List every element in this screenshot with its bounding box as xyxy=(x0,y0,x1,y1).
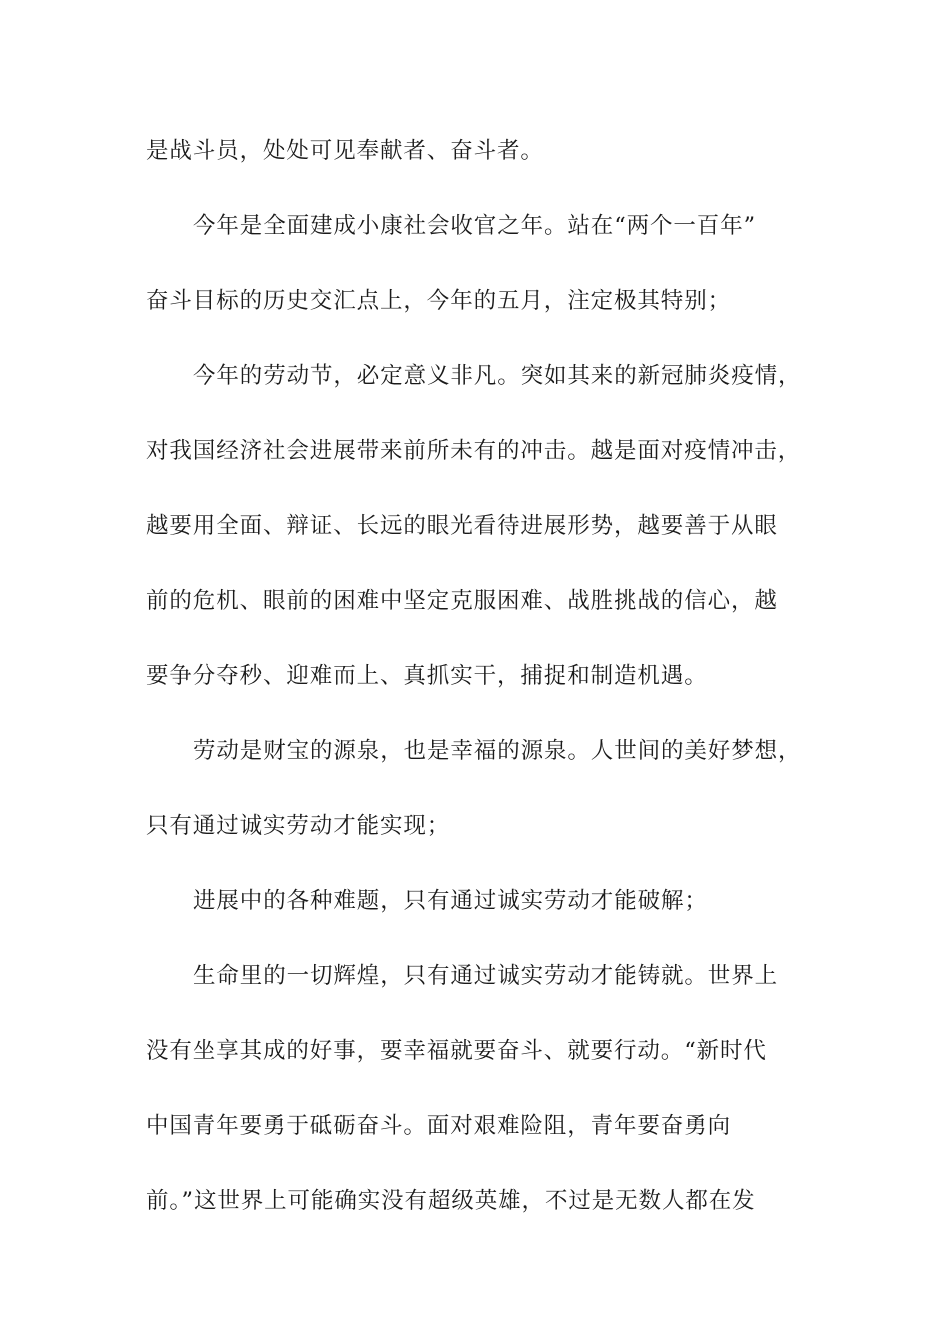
paragraph-start-line: 今年是全面建成小康社会收官之年。站在“两个一百年” xyxy=(193,213,757,239)
text-line: 奋斗目标的历史交汇点上，今年的五月，注定极其特别； xyxy=(146,288,732,314)
text-line: 前的危机、眼前的困难中坚定克服困难、战胜挑战的信心，越 xyxy=(146,588,778,614)
paragraph-start-line: 今年的劳动节，必定意义非凡。突如其来的新冠肺炎疫情， xyxy=(193,363,802,389)
paragraph-start-line: 劳动是财宝的源泉，也是幸福的源泉。人世间的美好梦想， xyxy=(193,738,802,764)
text-line: 对我国经济社会进展带来前所未有的冲击。越是面对疫情冲击， xyxy=(146,438,802,464)
text-line: 只有通过诚实劳动才能实现； xyxy=(146,813,451,839)
paragraph-start-line: 进展中的各种难题，只有通过诚实劳动才能破解； xyxy=(193,888,708,914)
text-line: 中国青年要勇于砥砺奋斗。面对艰难险阻，青年要奋勇向 xyxy=(146,1113,732,1139)
text-line: 要争分夺秒、迎难而上、真抓实干，捕捉和制造机遇。 xyxy=(146,663,708,689)
text-line: 是战斗员，处处可见奉献者、奋斗者。 xyxy=(146,138,544,164)
text-line: 前。”这世界上可能确实没有超级英雄，不过是无数人都在发 xyxy=(146,1188,756,1214)
text-line: 越要用全面、辩证、长远的眼光看待进展形势，越要善于从眼 xyxy=(146,513,778,539)
text-line: 没有坐享其成的好事，要幸福就要奋斗、就要行动。“新时代 xyxy=(146,1038,767,1064)
paragraph-start-line: 生命里的一切辉煌，只有通过诚实劳动才能铸就。世界上 xyxy=(193,963,779,989)
